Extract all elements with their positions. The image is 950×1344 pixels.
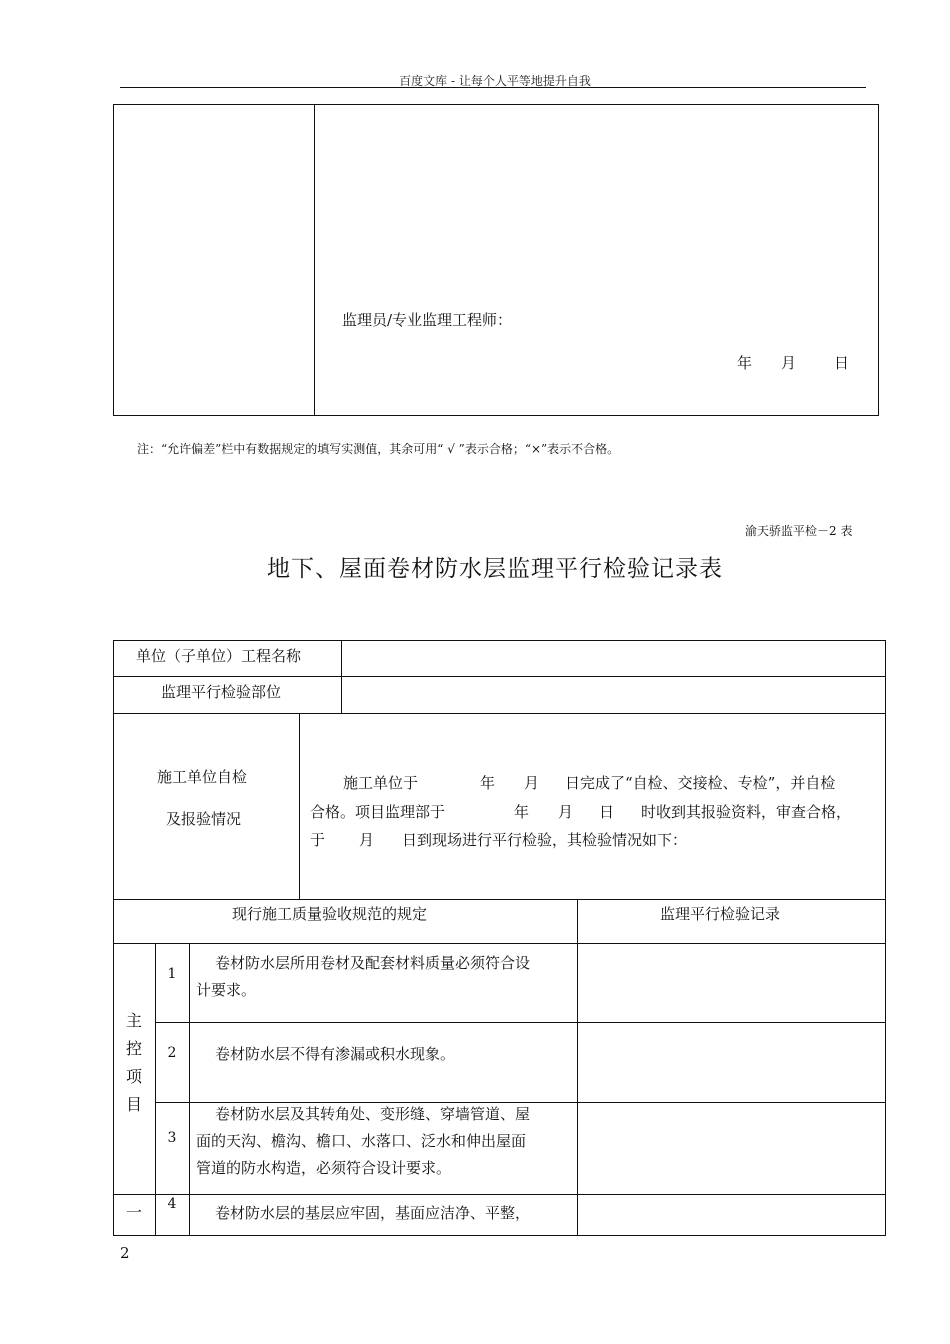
- form-code: 渝天骄监平检－2 表: [745, 524, 853, 538]
- text-segment: 日到现场进行平行检验，其检验情况如下：: [402, 831, 688, 849]
- page-header: 百度文库 - 让每个人平等地提升自我: [399, 74, 591, 88]
- column-line: [155, 943, 156, 1236]
- item-number: 2: [167, 1045, 177, 1061]
- page-number: 2: [120, 1244, 130, 1262]
- row-line: [113, 899, 886, 900]
- header-rule: [120, 87, 866, 88]
- signature-box-divider: [314, 104, 315, 416]
- row-line: [113, 943, 886, 944]
- column-line: [299, 713, 300, 899]
- text-segment: 月: [524, 774, 540, 792]
- text-segment: 年: [480, 774, 496, 792]
- signature-box: [113, 104, 879, 416]
- self-check-label-2: 及报验情况: [166, 810, 242, 828]
- text-segment: 施工单位于: [343, 774, 419, 792]
- footnote: 注：“允许偏差”栏中有数据规定的填写实测值，其余可用“ √ ”表示合格；“×”表示不合格。: [137, 442, 620, 456]
- page-title: 地下、屋面卷材防水层监理平行检验记录表: [267, 556, 723, 582]
- general-item-char: 一: [125, 1203, 142, 1222]
- table-top-border: [113, 640, 886, 641]
- item-text: 卷材防水层及其转角处、变形缝、穿墙管道、屋: [215, 1105, 531, 1123]
- column-line: [577, 899, 578, 1236]
- spec-column-header: 现行施工质量验收规范的规定: [232, 905, 428, 923]
- text-segment: 时收到其报验资料，审查合格，: [641, 803, 852, 821]
- signer-label: 监理员/专业监理工程师：: [342, 311, 513, 329]
- item-text: 卷材防水层的基层应牢固，基面应洁净、平整，: [215, 1204, 531, 1222]
- row-line: [113, 713, 886, 714]
- item-text: 计要求。: [196, 981, 257, 999]
- main-control-char: 主: [125, 1011, 142, 1030]
- item-text: 卷材防水层不得有渗漏或积水现象。: [215, 1045, 456, 1063]
- date-year: 年: [737, 354, 753, 372]
- column-line: [341, 640, 342, 713]
- column-line: [189, 943, 190, 1236]
- inspection-location-label: 监理平行检验部位: [161, 683, 282, 701]
- text-segment: 月: [558, 803, 574, 821]
- table-left-border: [113, 640, 114, 1236]
- row-line: [113, 1194, 886, 1195]
- text-segment: 于: [310, 831, 326, 849]
- record-column-header: 监理平行检验记录: [660, 905, 781, 923]
- table-right-border: [885, 640, 886, 1236]
- table-bottom-border: [113, 1235, 886, 1236]
- project-name-label: 单位（子单位）工程名称: [136, 647, 302, 665]
- main-control-char: 控: [125, 1039, 142, 1058]
- item-number: 3: [167, 1130, 177, 1146]
- date-day: 日: [834, 354, 850, 372]
- text-segment: 日完成了“自检、交接检、专检”，并自检: [565, 774, 836, 792]
- item-text: 面的天沟、檐沟、檐口、水落口、泛水和伸出屋面: [196, 1132, 527, 1150]
- self-check-label: 施工单位自检: [157, 768, 248, 786]
- item-text: 管道的防水构造，必须符合设计要求。: [196, 1159, 452, 1177]
- date-month: 月: [781, 354, 797, 372]
- text-segment: 日: [599, 803, 615, 821]
- item-text: 卷材防水层所用卷材及配套材料质量必须符合设: [215, 954, 531, 972]
- item-number: 4: [167, 1196, 177, 1212]
- row-line: [155, 1022, 886, 1023]
- item-number: 1: [167, 966, 177, 982]
- text-segment: 月: [359, 831, 375, 849]
- main-control-char: 目: [125, 1095, 142, 1114]
- row-line: [113, 676, 886, 677]
- main-control-char: 项: [125, 1067, 142, 1086]
- text-segment: 年: [514, 803, 530, 821]
- text-segment: 合格。项目监理部于: [310, 803, 446, 821]
